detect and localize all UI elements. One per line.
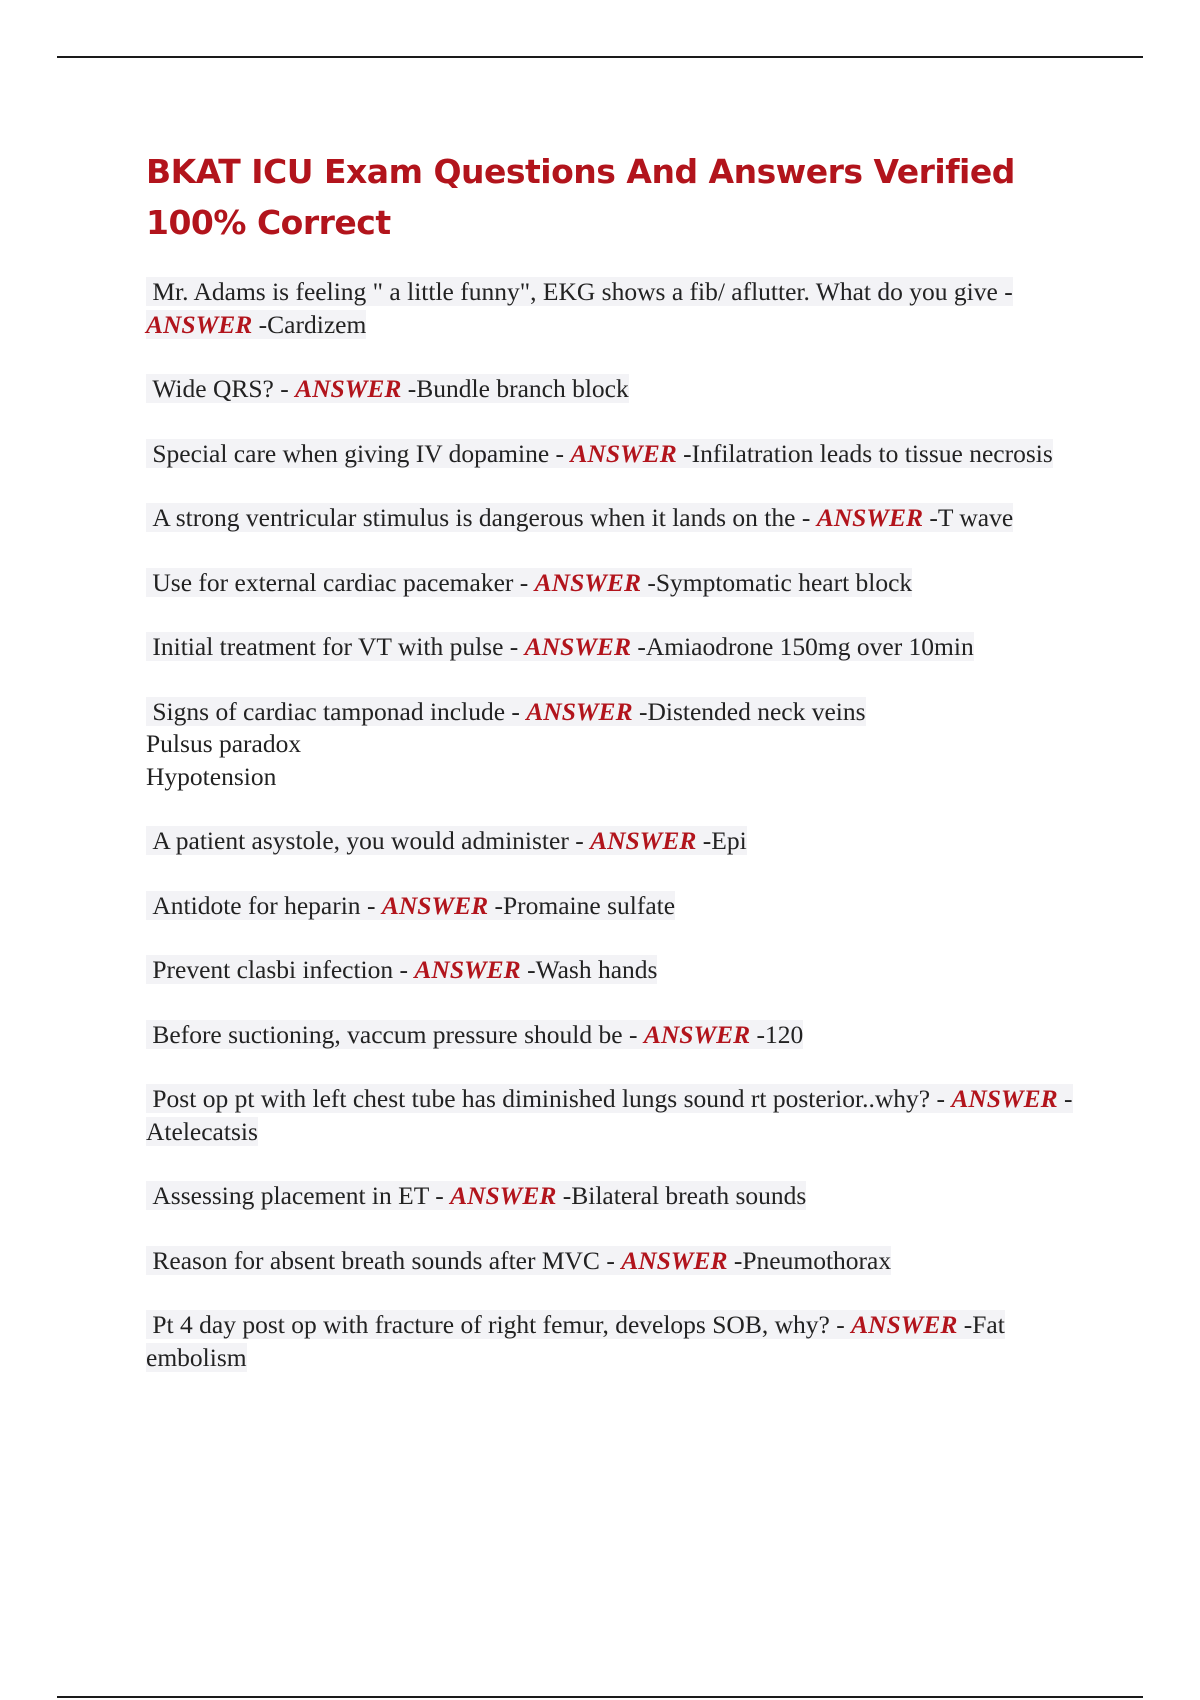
document-title: BKAT ICU Exam Questions And Answers Verified 100% Correct (146, 152, 1015, 242)
qa-question: Use for external cardiac pacemaker (152, 567, 514, 597)
qa-item: Initial treatment for VT with pulse - ANSWER -Amiaodrone 150mg over 10min (146, 631, 1076, 664)
footer-rule (57, 1696, 1143, 1698)
qa-item: Pt 4 day post op with fracture of right femur, develops SOB, why? - ANSWER -Fat embolism (146, 1310, 1005, 1372)
qa-answer-line: Pulsus paradox (146, 729, 302, 758)
qa-question: Assessing placement in ET (152, 1181, 429, 1210)
answer-marker: ANSWER (534, 567, 641, 597)
qa-answer: Pneumothorax (742, 1245, 892, 1275)
qa-answer: 120 (765, 1019, 804, 1049)
qa-question: Post op pt with left chest tube has diminished lungs sound rt posterior..why? (152, 1084, 931, 1113)
answer-marker: ANSWER (590, 826, 697, 855)
qa-list (146, 276, 1076, 1406)
answer-marker: ANSWER (524, 632, 631, 661)
qa-item: Before suctioning, vaccum pressure should be - ANSWER -120 (146, 1019, 1076, 1052)
qa-item: Special care when giving IV dopamine - ANSWER -Infilatration leads to tissue necrosis (146, 438, 1076, 471)
qa-answer: Symptomatic heart block (655, 567, 913, 597)
qa-item: Mr. Adams is feeling " a little funny", EKG shows a fib/ aflutter. What do you give - ANSWER -Cardizem (146, 277, 1013, 339)
qa-question: Mr. Adams is feeling " a little funny", EKG shows a fib/ aflutter. What do you give (152, 277, 998, 306)
answer-marker: ANSWER (621, 1245, 728, 1275)
answer-marker: ANSWER (816, 503, 923, 532)
qa-answer: Promaine sulfate (502, 890, 676, 920)
qa-answer: Fat embolism (146, 1310, 1005, 1372)
answer-marker: ANSWER (381, 890, 489, 920)
qa-question: Antidote for heparin (152, 890, 361, 920)
qa-question: Pt 4 day post op with fracture of right femur, develops SOB, why? (152, 1310, 830, 1339)
qa-item: Wide QRS? - ANSWER -Bundle branch block (146, 373, 1076, 406)
answer-marker: ANSWER (951, 1084, 1058, 1113)
answer-marker: ANSWER (570, 438, 677, 468)
qa-answer: Epi (711, 826, 747, 855)
qa-answer: Cardizem (267, 309, 367, 339)
qa-item: Signs of cardiac tamponad include - ANSWER -Distended neck veins Pulsus paradox Hypotension (146, 696, 1076, 794)
qa-answer-line: Hypotension (146, 761, 277, 791)
answer-marker: ANSWER (146, 309, 253, 339)
qa-item: Reason for absent breath sounds after MVC - ANSWER -Pneumothorax (146, 1245, 1076, 1278)
answer-marker: ANSWER (450, 1181, 557, 1210)
qa-answer: Bilateral breath sounds (571, 1181, 807, 1210)
qa-question: Initial treatment for VT with pulse (152, 632, 504, 661)
qa-question: Reason for absent breath sounds after MVC (152, 1245, 600, 1275)
header-rule (57, 56, 1143, 58)
qa-item: Use for external cardiac pacemaker - ANSWER -Symptomatic heart block (146, 567, 1076, 600)
qa-question: Special care when giving IV dopamine (152, 438, 550, 468)
answer-marker: ANSWER (526, 696, 633, 726)
qa-answer: Amiaodrone 150mg over 10min (645, 632, 974, 661)
answer-marker: ANSWER (295, 374, 402, 403)
qa-question: Wide QRS? (152, 374, 274, 403)
qa-item: A patient asystole, you would administer - ANSWER -Epi (146, 825, 1076, 858)
qa-answer: Distended neck veins (647, 696, 866, 726)
qa-item: Post op pt with left chest tube has diminished lungs sound rt posterior..why? - ANSWER -Atelecatsis (146, 1084, 1073, 1146)
qa-answer: T wave (937, 503, 1014, 532)
qa-answer: Wash hands (535, 955, 658, 984)
qa-answer: Bundle branch block (416, 374, 629, 403)
answer-marker: ANSWER (414, 955, 521, 984)
qa-answer: Infilatration leads to tissue necrosis (691, 438, 1053, 468)
qa-answer: Atelecatsis (146, 1116, 258, 1146)
qa-question: A strong ventricular stimulus is dangerous when it lands on the (152, 503, 796, 532)
qa-item: Antidote for heparin - ANSWER -Promaine sulfate (146, 890, 1076, 923)
qa-question: Before suctioning, vaccum pressure should be (152, 1019, 623, 1049)
answer-marker: ANSWER (851, 1310, 958, 1339)
qa-item: Prevent clasbi infection - ANSWER -Wash hands (146, 954, 1076, 987)
qa-question: Signs of cardiac tamponad include (152, 696, 506, 726)
qa-question: Prevent clasbi infection (152, 955, 394, 984)
qa-item: Assessing placement in ET - ANSWER -Bilateral breath sounds (146, 1180, 1076, 1213)
qa-item: A strong ventricular stimulus is dangerous when it lands on the - ANSWER -T wave (146, 502, 1076, 535)
answer-marker: ANSWER (643, 1019, 751, 1049)
qa-question: A patient asystole, you would administer (152, 826, 569, 855)
